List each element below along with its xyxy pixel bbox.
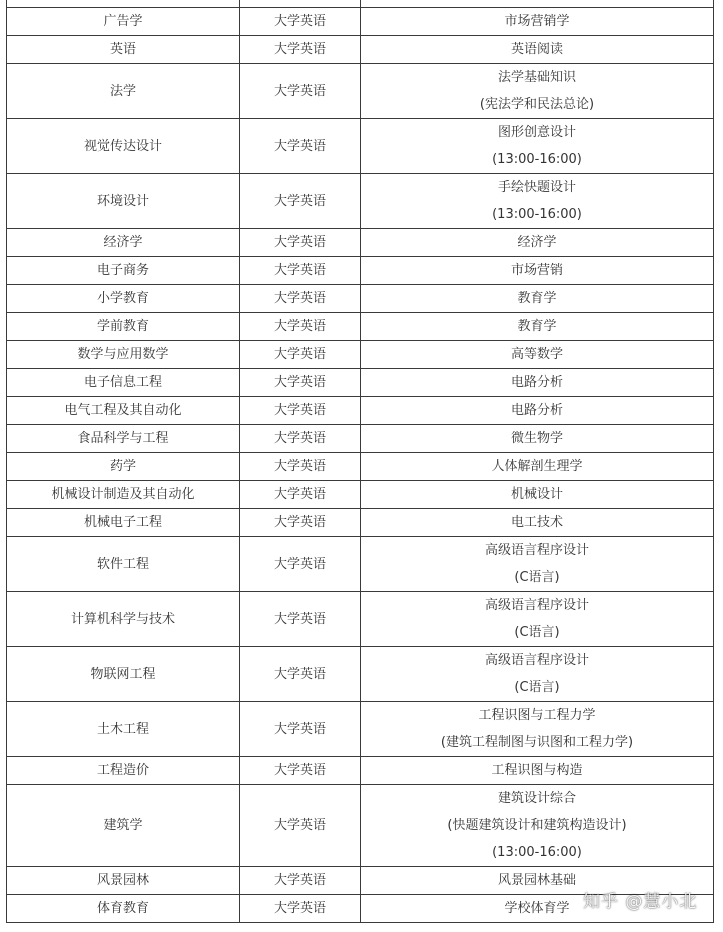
major-cell: 英语 xyxy=(7,36,240,64)
english-exam-cell: 大学英语 xyxy=(240,647,361,702)
english-exam-cell: 大学英语 xyxy=(240,481,361,509)
major-cell: 小学教育 xyxy=(7,285,240,313)
table-row xyxy=(7,313,714,341)
subject-cell xyxy=(361,8,714,36)
table-row xyxy=(7,592,714,647)
table-row xyxy=(7,64,714,119)
major-cell: 土木工程 xyxy=(7,702,240,757)
subject-cell xyxy=(361,313,714,341)
subject-line: 高级语言程序设计 xyxy=(484,653,589,668)
subject-cell xyxy=(361,757,714,785)
subject-cell xyxy=(361,592,714,647)
cropped-cell xyxy=(7,0,240,8)
english-exam-cell: 大学英语 xyxy=(240,509,361,537)
table-row xyxy=(7,174,714,229)
subject-cell xyxy=(361,425,714,453)
subject-line: 经济学 xyxy=(517,235,557,250)
subject-line: (建筑工程制图与识图和工程力学) xyxy=(440,735,634,750)
subject-line: 电路分析 xyxy=(510,403,563,418)
table-row xyxy=(7,119,714,174)
exam-subject-table-container xyxy=(6,0,713,923)
table-row xyxy=(7,702,714,757)
major-cell: 学前教育 xyxy=(7,313,240,341)
subject-line: 人体解剖生理学 xyxy=(491,459,583,474)
english-exam-cell: 大学英语 xyxy=(240,757,361,785)
subject-line: (快题建筑设计和建筑构造设计) xyxy=(447,818,627,833)
subject-cell xyxy=(361,481,714,509)
subject-line: 微生物学 xyxy=(510,431,563,446)
table-row xyxy=(7,285,714,313)
major-cell: 工程造价 xyxy=(7,757,240,785)
subject-line: 机械设计 xyxy=(510,487,563,502)
english-exam-cell: 大学英语 xyxy=(240,867,361,895)
subject-cell xyxy=(361,36,714,64)
english-exam-cell: 大学英语 xyxy=(240,592,361,647)
table-row xyxy=(7,785,714,867)
table-row xyxy=(7,369,714,397)
major-cell: 电气工程及其自动化 xyxy=(7,397,240,425)
exam-subject-table xyxy=(6,0,714,923)
table-row xyxy=(7,537,714,592)
subject-line: 英语阅读 xyxy=(510,42,563,57)
subject-line: 工程识图与构造 xyxy=(491,763,583,778)
major-cell: 计算机科学与技术 xyxy=(7,592,240,647)
subject-line: 高等数学 xyxy=(510,347,563,362)
subject-cell xyxy=(361,369,714,397)
major-cell: 软件工程 xyxy=(7,537,240,592)
english-exam-cell: 大学英语 xyxy=(240,119,361,174)
table-row xyxy=(7,481,714,509)
english-exam-cell: 大学英语 xyxy=(240,285,361,313)
english-exam-cell: 大学英语 xyxy=(240,313,361,341)
english-exam-cell: 大学英语 xyxy=(240,397,361,425)
table-row-cropped xyxy=(7,0,714,8)
subject-line: (C语言) xyxy=(514,625,560,640)
subject-cell xyxy=(361,119,714,174)
english-exam-cell: 大学英语 xyxy=(240,8,361,36)
subject-line: (13:00-16:00) xyxy=(492,152,582,167)
subject-cell xyxy=(361,785,714,867)
subject-line: (C语言) xyxy=(514,570,560,585)
subject-cell xyxy=(361,257,714,285)
english-exam-cell: 大学英语 xyxy=(240,453,361,481)
major-cell: 数学与应用数学 xyxy=(7,341,240,369)
subject-line: 教育学 xyxy=(517,291,557,306)
subject-cell xyxy=(361,397,714,425)
subject-cell xyxy=(361,537,714,592)
cropped-cell xyxy=(361,0,714,8)
subject-line: 高级语言程序设计 xyxy=(484,598,589,613)
subject-cell xyxy=(361,509,714,537)
english-exam-cell: 大学英语 xyxy=(240,895,361,923)
major-cell: 建筑学 xyxy=(7,785,240,867)
subject-line: 市场营销学 xyxy=(504,14,570,29)
english-exam-cell: 大学英语 xyxy=(240,537,361,592)
major-cell: 物联网工程 xyxy=(7,647,240,702)
english-exam-cell: 大学英语 xyxy=(240,369,361,397)
english-exam-cell: 大学英语 xyxy=(240,64,361,119)
subject-line: 电路分析 xyxy=(510,375,563,390)
subject-line: (宪法学和民法总论) xyxy=(479,97,595,112)
subject-cell xyxy=(361,453,714,481)
major-cell: 机械设计制造及其自动化 xyxy=(7,481,240,509)
subject-line: (13:00-16:00) xyxy=(492,207,582,222)
english-exam-cell: 大学英语 xyxy=(240,341,361,369)
major-cell: 环境设计 xyxy=(7,174,240,229)
english-exam-cell: 大学英语 xyxy=(240,229,361,257)
major-cell: 电子商务 xyxy=(7,257,240,285)
subject-line: 工程识图与工程力学 xyxy=(478,708,596,723)
subject-line: 高级语言程序设计 xyxy=(484,543,589,558)
major-cell: 食品科学与工程 xyxy=(7,425,240,453)
table-row xyxy=(7,36,714,64)
subject-cell xyxy=(361,174,714,229)
table-body xyxy=(7,0,714,923)
subject-cell xyxy=(361,64,714,119)
major-cell: 法学 xyxy=(7,64,240,119)
table-row xyxy=(7,257,714,285)
table-row xyxy=(7,425,714,453)
table-row xyxy=(7,341,714,369)
subject-line: 法学基础知识 xyxy=(497,70,576,85)
table-row xyxy=(7,229,714,257)
cropped-cell xyxy=(240,0,361,8)
english-exam-cell: 大学英语 xyxy=(240,36,361,64)
subject-cell xyxy=(361,285,714,313)
subject-cell xyxy=(361,229,714,257)
major-cell: 机械电子工程 xyxy=(7,509,240,537)
major-cell: 风景园林 xyxy=(7,867,240,895)
subject-cell xyxy=(361,647,714,702)
subject-cell xyxy=(361,341,714,369)
english-exam-cell: 大学英语 xyxy=(240,257,361,285)
subject-line: 学校体育学 xyxy=(504,901,570,916)
subject-line: (C语言) xyxy=(514,680,560,695)
table-row xyxy=(7,647,714,702)
english-exam-cell: 大学英语 xyxy=(240,425,361,453)
subject-line: 图形创意设计 xyxy=(497,125,576,140)
watermark: 知乎 @慧小北 xyxy=(583,892,698,912)
subject-line: 建筑设计综合 xyxy=(497,791,576,806)
english-exam-cell: 大学英语 xyxy=(240,785,361,867)
table-row xyxy=(7,453,714,481)
english-exam-cell: 大学英语 xyxy=(240,174,361,229)
major-cell: 体育教育 xyxy=(7,895,240,923)
subject-line: 电工技术 xyxy=(510,515,563,530)
subject-cell xyxy=(361,702,714,757)
table-row xyxy=(7,397,714,425)
subject-line: 市场营销 xyxy=(510,263,563,278)
subject-line: 风景园林基础 xyxy=(497,873,576,888)
major-cell: 广告学 xyxy=(7,8,240,36)
subject-line: 教育学 xyxy=(517,319,557,334)
english-exam-cell: 大学英语 xyxy=(240,702,361,757)
table-row xyxy=(7,509,714,537)
table-row xyxy=(7,757,714,785)
major-cell: 药学 xyxy=(7,453,240,481)
major-cell: 视觉传达设计 xyxy=(7,119,240,174)
table-row xyxy=(7,8,714,36)
major-cell: 电子信息工程 xyxy=(7,369,240,397)
subject-line: (13:00-16:00) xyxy=(492,845,582,860)
subject-line: 手绘快题设计 xyxy=(497,180,576,195)
major-cell: 经济学 xyxy=(7,229,240,257)
